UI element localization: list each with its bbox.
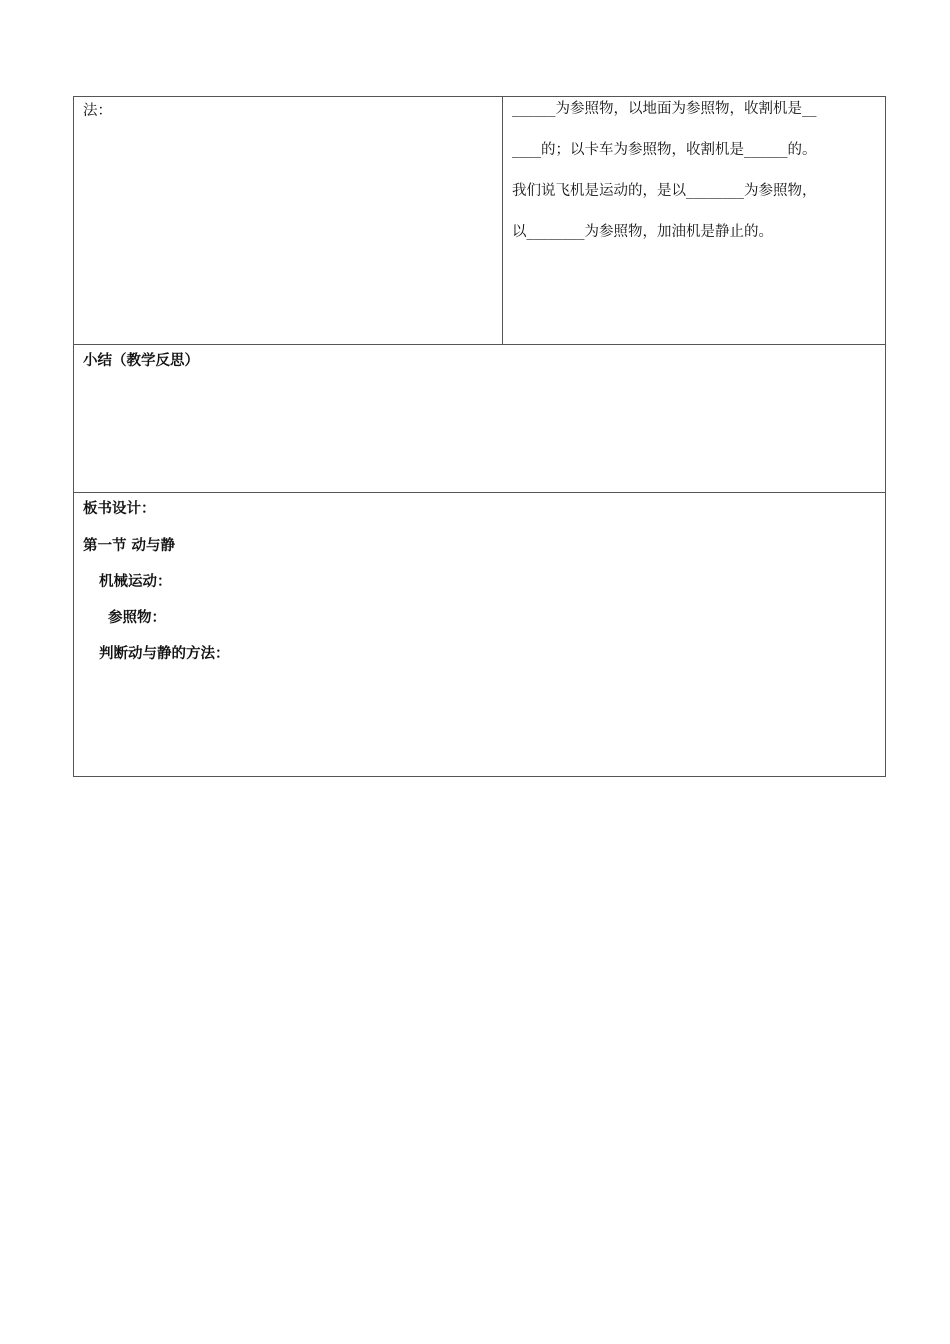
board-section-heading: 第一节 动与静 xyxy=(83,538,176,554)
board-design-cell xyxy=(74,493,886,777)
board-item-mechanical-motion: 机械运动： xyxy=(99,574,172,590)
method-label: 法： xyxy=(83,103,112,119)
board-design-title: 板书设计： xyxy=(83,501,156,517)
exercise-cell xyxy=(503,97,886,345)
exercise-line: ____的；以卡车为参照物，收割机是______的。 xyxy=(512,142,817,158)
board-item-judging-method: 判断动与静的方法： xyxy=(99,646,230,662)
exercise-line: 我们说飞机是运动的，是以________为参照物， xyxy=(512,183,817,199)
exercise-line: ______为参照物，以地面为参照物，收割机是__ xyxy=(512,101,817,117)
method-row xyxy=(74,97,886,345)
lesson-table xyxy=(73,96,886,777)
summary-title: 小结（教学反思） xyxy=(83,353,199,369)
board-row xyxy=(74,493,886,777)
method-cell xyxy=(74,97,503,345)
summary-row xyxy=(74,345,886,493)
exercise-text xyxy=(503,97,885,263)
board-item-reference-object: 参照物： xyxy=(108,610,166,626)
exercise-line: 以________为参照物，加油机是静止的。 xyxy=(512,224,773,240)
summary-cell xyxy=(74,345,886,493)
